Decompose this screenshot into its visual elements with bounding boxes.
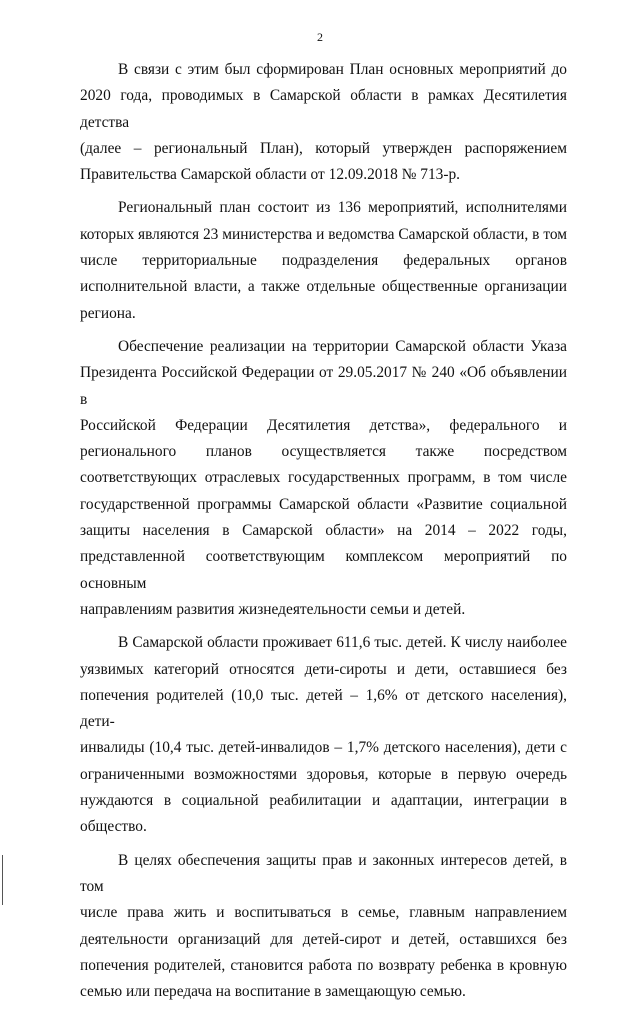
paragraph-line: семью или передача на воспитание в замещающую семью. xyxy=(80,983,466,1001)
paragraph-line: числе территориальные подразделения федеральных органов xyxy=(80,252,567,270)
paragraph-line: В связи с этим был сформирован План основных мероприятий до xyxy=(118,61,567,78)
paragraph-line: исполнительной власти, а также отдельные общественные организации xyxy=(80,278,567,296)
paragraph-line: 2020 года, проводимых в Самарской области в рамках Десятилетия детства xyxy=(80,87,567,131)
paragraph-line: Российской Федерации Десятилетия детства», федерального и xyxy=(80,416,567,434)
paragraph-line: Региональный план состоит из 136 мероприятий, исполнителями xyxy=(118,199,567,217)
paragraph-line: соответствующих отраслевых государственных программ, в том числе xyxy=(80,469,567,487)
paragraph-3 xyxy=(80,334,567,623)
paragraph-line: В Самарской области проживает 611,6 тыс. детей. К числу наиболее xyxy=(118,634,567,652)
paragraph-line: Президента Российской Федерации от 29.05.2017 № 240 «Об объявлении в xyxy=(80,364,567,408)
paragraph-line: В целях обеспечения защиты прав и законных интересов детей, в том xyxy=(80,851,567,895)
scan-edge-line xyxy=(2,855,3,905)
paragraph-1 xyxy=(80,57,567,188)
paragraph-line: региона. xyxy=(80,304,136,322)
paragraph-4 xyxy=(80,630,567,840)
paragraph-line: числе права жить и воспитываться в семье, главным направлением xyxy=(80,904,567,922)
paragraph-line: инвалиды (10,4 тыс. детей-инвалидов – 1,7% детского населения), дети с xyxy=(80,739,567,757)
paragraph-line: (далее – региональный План), который утвержден распоряжением xyxy=(80,139,567,157)
paragraph-line: государственной программы Самарской области «Развитие социальной xyxy=(80,495,567,513)
document-body xyxy=(80,57,567,1012)
paragraph-line: защиты населения в Самарской области» на 2014 – 2022 годы, xyxy=(80,522,567,540)
paragraph-line: попечения родителей, становится работа по возврату ребенка в кровную xyxy=(80,956,567,974)
paragraph-line: общество. xyxy=(80,818,147,836)
paragraph-line: которых являются 23 министерства и ведомства Самарской области, в том xyxy=(80,225,567,243)
paragraph-line: Правительства Самарской области от 12.09.2018 № 713-р. xyxy=(80,166,461,184)
paragraph-line: регионального планов осуществляется также посредством xyxy=(80,443,567,461)
paragraph-line: ограниченными возможностями здоровья, которые в первую очередь xyxy=(80,765,567,783)
paragraph-line: направлениям развития жизнедеятельности семьи и детей. xyxy=(80,600,466,618)
paragraph-line: деятельности организаций для детей-сирот и детей, оставшихся без xyxy=(80,930,567,948)
paragraph-line: представленной соответствующим комплексом мероприятий по основным xyxy=(80,548,567,592)
paragraph-line: нуждаются в социальной реабилитации и адаптации, интеграции в xyxy=(80,792,567,810)
page-number: 2 xyxy=(317,30,323,44)
paragraph-line: Обеспечение реализации на территории Самарской области Указа xyxy=(118,337,567,355)
paragraph-5 xyxy=(80,848,567,1006)
paragraph-line: попечения родителей (10,0 тыс. детей – 1,6% от детского населения), дети- xyxy=(80,686,567,731)
paragraph-2 xyxy=(80,195,567,326)
paragraph-line: уязвимых категорий относятся дети-сироты и дети, оставшиеся без xyxy=(80,660,567,678)
